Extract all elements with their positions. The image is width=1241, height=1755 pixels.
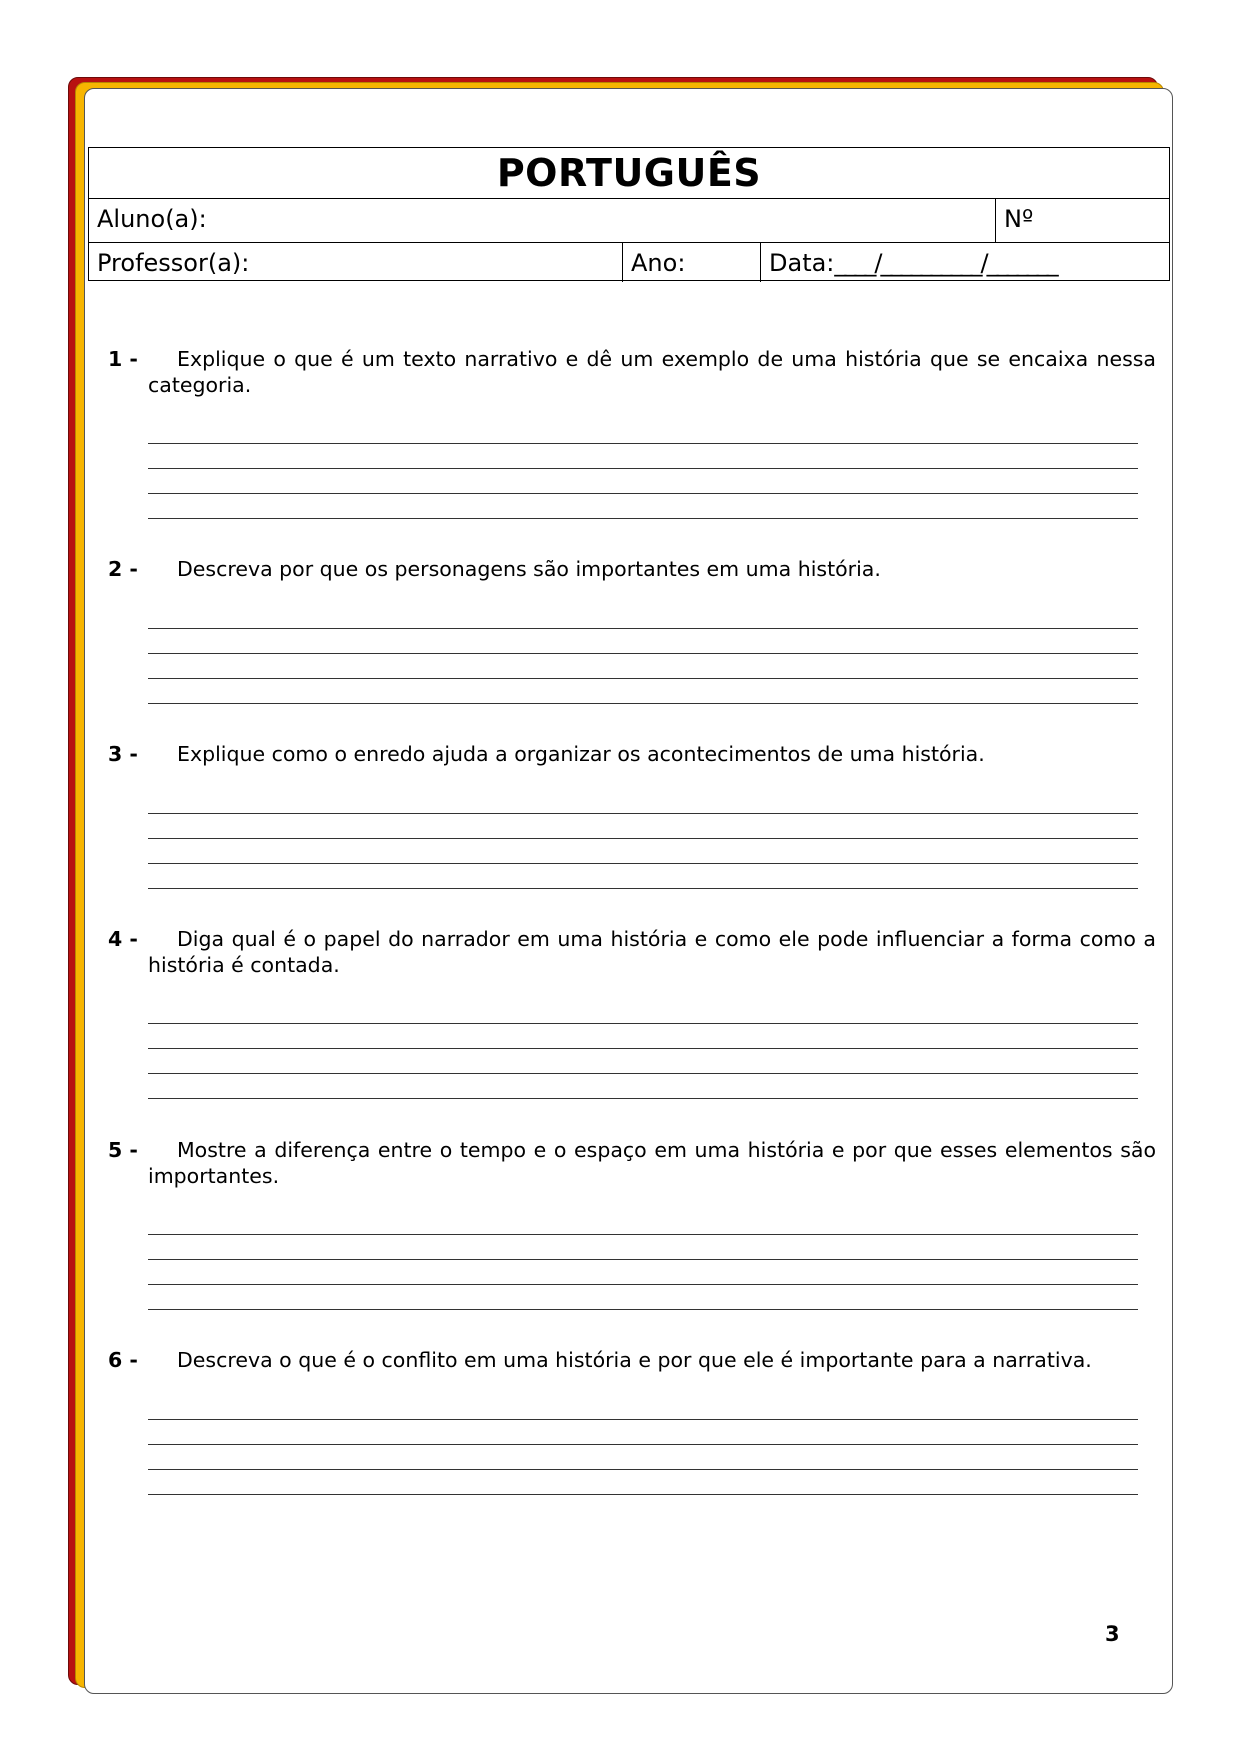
title-row (89, 148, 1169, 199)
ano-field[interactable] (622, 243, 760, 282)
question-text: Explique como o enredo ajuda a organizar os acontecimentos de uma história. (177, 742, 985, 766)
answer-line[interactable] (148, 1469, 1138, 1470)
ano-label: Ano: (631, 249, 686, 277)
question-number: 5 - (108, 1138, 138, 1162)
answer-line[interactable] (148, 628, 1138, 629)
question-2 (108, 556, 1156, 582)
question-6 (108, 1347, 1156, 1373)
answer-line[interactable] (148, 1073, 1138, 1074)
answer-line[interactable] (148, 678, 1138, 679)
answer-line[interactable] (148, 493, 1138, 494)
answer-line[interactable] (148, 1048, 1138, 1049)
question-number: 4 - (108, 927, 138, 951)
aluno-row (89, 199, 1169, 243)
question-number: 1 - (108, 347, 138, 371)
header-table (88, 147, 1170, 281)
answer-line[interactable] (148, 888, 1138, 889)
answer-line[interactable] (148, 863, 1138, 864)
page-number: 3 (1105, 1622, 1120, 1646)
professor-row (89, 243, 1169, 282)
answer-line[interactable] (148, 1419, 1138, 1420)
question-text: Descreva por que os personagens são importantes em uma história. (177, 557, 881, 581)
question-number: 6 - (108, 1348, 138, 1372)
question-number: 2 - (108, 557, 138, 581)
data-label: Data: (769, 249, 835, 277)
aluno-field[interactable] (89, 199, 995, 242)
answer-line[interactable] (148, 653, 1138, 654)
numero-field[interactable] (995, 199, 1169, 242)
answer-line[interactable] (148, 813, 1138, 814)
question-text: Diga qual é o papel do narrador em uma história e como ele pode influenciar a forma como a história é contada. (148, 927, 1156, 977)
answer-line[interactable] (148, 1494, 1138, 1495)
answer-line[interactable] (148, 1309, 1138, 1310)
answer-line[interactable] (148, 1284, 1138, 1285)
answer-line[interactable] (148, 1259, 1138, 1260)
data-blanks: ____/__________/_______ (834, 249, 1057, 277)
answer-line[interactable] (148, 1234, 1138, 1235)
question-5 (108, 1137, 1156, 1189)
front-sheet (84, 88, 1173, 1694)
numero-label: Nº (1004, 205, 1034, 233)
answer-line[interactable] (148, 703, 1138, 704)
answer-line[interactable] (148, 838, 1138, 839)
data-field[interactable] (760, 243, 1169, 282)
question-text: Mostre a diferença entre o tempo e o espaço em uma história e por que esses elementos são importantes. (148, 1138, 1156, 1188)
question-text: Explique o que é um texto narrativo e dê um exemplo de uma história que se encaixa nessa categoria. (148, 347, 1156, 397)
answer-line[interactable] (148, 443, 1138, 444)
question-1 (108, 346, 1156, 398)
professor-field[interactable] (89, 243, 622, 282)
page-title: PORTUGUÊS (496, 151, 762, 195)
answer-line[interactable] (148, 1098, 1138, 1099)
question-3 (108, 741, 1156, 767)
professor-label: Professor(a): (97, 249, 250, 277)
aluno-label: Aluno(a): (97, 205, 207, 233)
question-text: Descreva o que é o conflito em uma história e por que ele é importante para a narrativa. (177, 1348, 1092, 1372)
answer-line[interactable] (148, 468, 1138, 469)
answer-line[interactable] (148, 1444, 1138, 1445)
question-4 (108, 926, 1156, 978)
question-number: 3 - (108, 742, 138, 766)
answer-line[interactable] (148, 1023, 1138, 1024)
answer-line[interactable] (148, 518, 1138, 519)
